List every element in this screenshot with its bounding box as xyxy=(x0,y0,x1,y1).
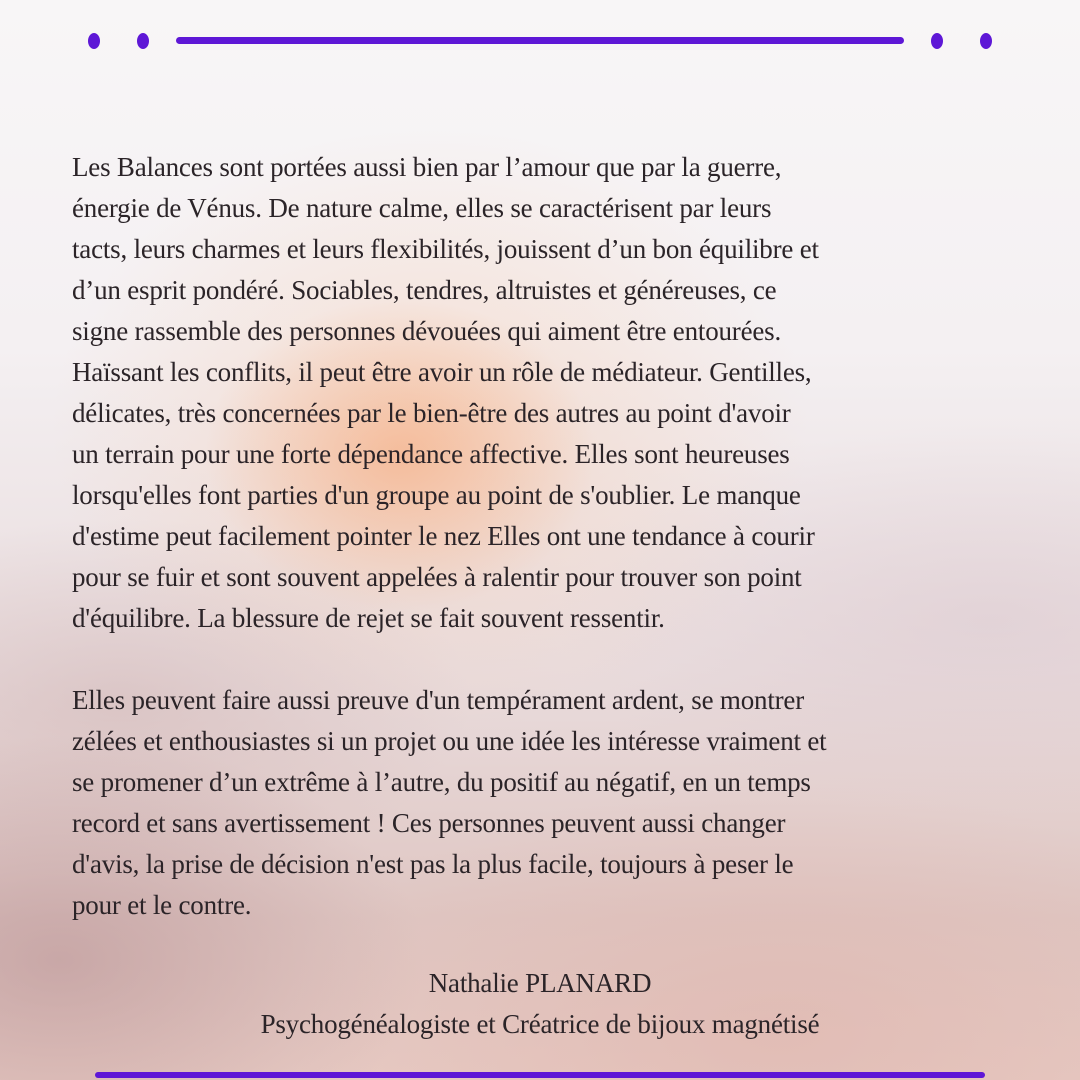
paragraph-line: signe rassemble des personnes dévouées qui aiment être entourées. xyxy=(72,316,782,346)
paragraph-line: zélées et enthousiastes si un projet ou une idée les intéresse vraiment et xyxy=(72,726,827,756)
paragraph-line: d'équilibre. La blessure de rejet se fait souvent ressentir. xyxy=(72,603,665,633)
dot-icon xyxy=(980,33,992,49)
dot-icon xyxy=(931,33,943,49)
paragraph-line: Les Balances sont portées aussi bien par l’amour que par la guerre, xyxy=(72,152,782,182)
paragraph-line: délicates, très concernées par le bien-être des autres au point d'avoir xyxy=(72,398,791,428)
paragraph-line: un terrain pour une forte dépendance affective. Elles sont heureuses xyxy=(72,439,790,469)
paragraph-line: énergie de Vénus. De nature calme, elles se caractérisent par leurs xyxy=(72,193,772,223)
paragraph-line: se promener d’un extrême à l’autre, du positif au négatif, en un temps xyxy=(72,767,811,797)
paragraph-line: pour et le contre. xyxy=(72,890,252,920)
paragraph-line: d’un esprit pondéré. Sociables, tendres, altruistes et généreuses, ce xyxy=(72,275,777,305)
paragraph-line: Elles peuvent faire aussi preuve d'un tempérament ardent, se montrer xyxy=(72,685,804,715)
paragraph-line: lorsqu'elles font parties d'un groupe au point de s'oublier. Le manque xyxy=(72,480,801,510)
paragraph-line: record et sans avertissement ! Ces personnes peuvent aussi changer xyxy=(72,808,786,838)
bottom-divider-bar xyxy=(95,1072,985,1078)
paragraph-line: tacts, leurs charmes et leurs flexibilités, jouissent d’un bon équilibre et xyxy=(72,234,819,264)
paragraph-line: d'estime peut facilement pointer le nez Elles ont une tendance à courir xyxy=(72,521,815,551)
top-decoration xyxy=(88,32,992,49)
body-text xyxy=(72,147,1016,926)
divider-line xyxy=(176,37,904,44)
paragraph-2 xyxy=(72,680,1016,926)
signature-title: Psychogénéalogiste et Créatrice de bijoux magnétisé xyxy=(260,1009,820,1039)
paragraph-1 xyxy=(72,147,1016,639)
signature-block xyxy=(0,963,1080,1045)
dot-icon xyxy=(137,33,149,49)
dot-icon xyxy=(88,33,100,49)
paragraph-gap xyxy=(72,639,1016,680)
paragraph-line: d'avis, la prise de décision n'est pas la plus facile, toujours à peser le xyxy=(72,849,794,879)
paragraph-line: pour se fuir et sont souvent appelées à ralentir pour trouver son point xyxy=(72,562,802,592)
paragraph-line: Haïssant les conflits, il peut être avoir un rôle de médiateur. Gentilles, xyxy=(72,357,812,387)
signature-name: Nathalie PLANARD xyxy=(428,968,652,998)
